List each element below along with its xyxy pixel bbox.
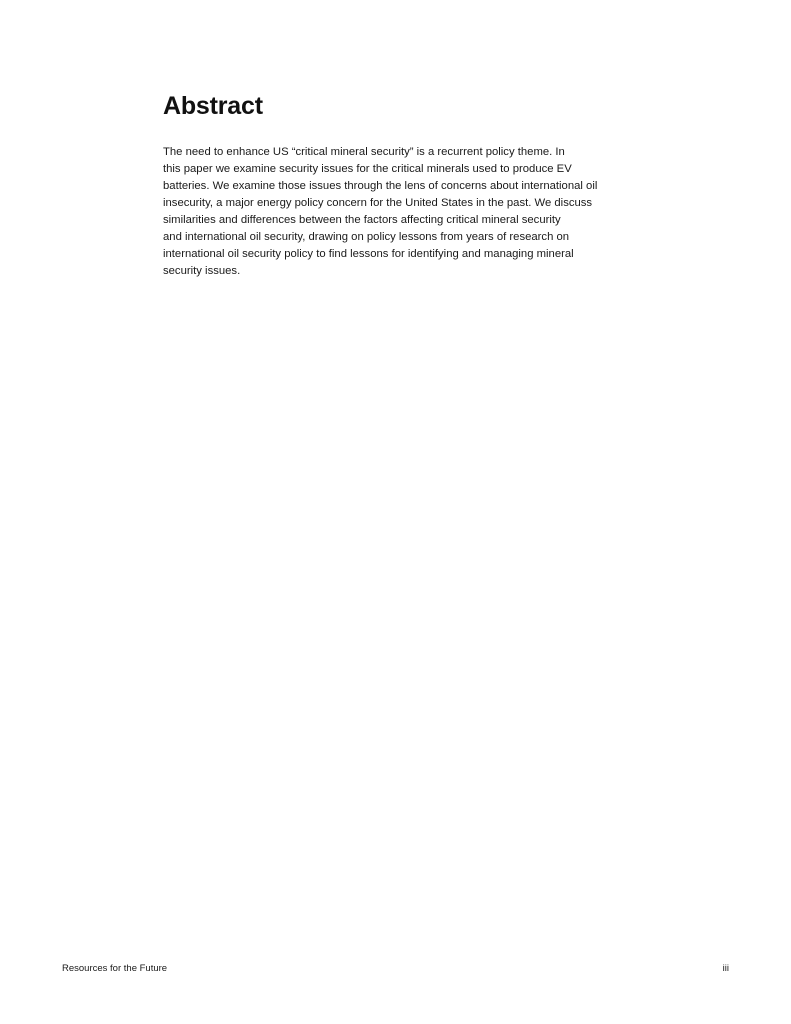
abstract-line: insecurity, a major energy policy concern for the United States in the past. We discuss xyxy=(163,197,593,209)
abstract-line: international oil security policy to find lessons for identifying and managing mineral xyxy=(163,248,574,260)
abstract-heading: Abstract xyxy=(163,92,263,120)
abstract-line: batteries. We examine those issues through the lens of concerns about international oil xyxy=(163,180,598,192)
footer-page-number: iii xyxy=(722,963,729,974)
footer-publisher: Resources for the Future xyxy=(62,963,168,974)
abstract-line: and international oil security, drawing on policy lessons from years of research on xyxy=(163,231,570,243)
abstract-line: The need to enhance US “critical mineral security” is a recurrent policy theme. In xyxy=(163,146,565,158)
abstract-line: similarities and differences between the factors affecting critical mineral security xyxy=(163,214,561,226)
abstract-paragraph xyxy=(163,144,643,280)
abstract-line: this paper we examine security issues for the critical minerals used to produce EV xyxy=(163,163,572,175)
abstract-line: security issues. xyxy=(163,265,241,277)
page-footer xyxy=(62,962,729,976)
abstract-section xyxy=(163,90,643,280)
